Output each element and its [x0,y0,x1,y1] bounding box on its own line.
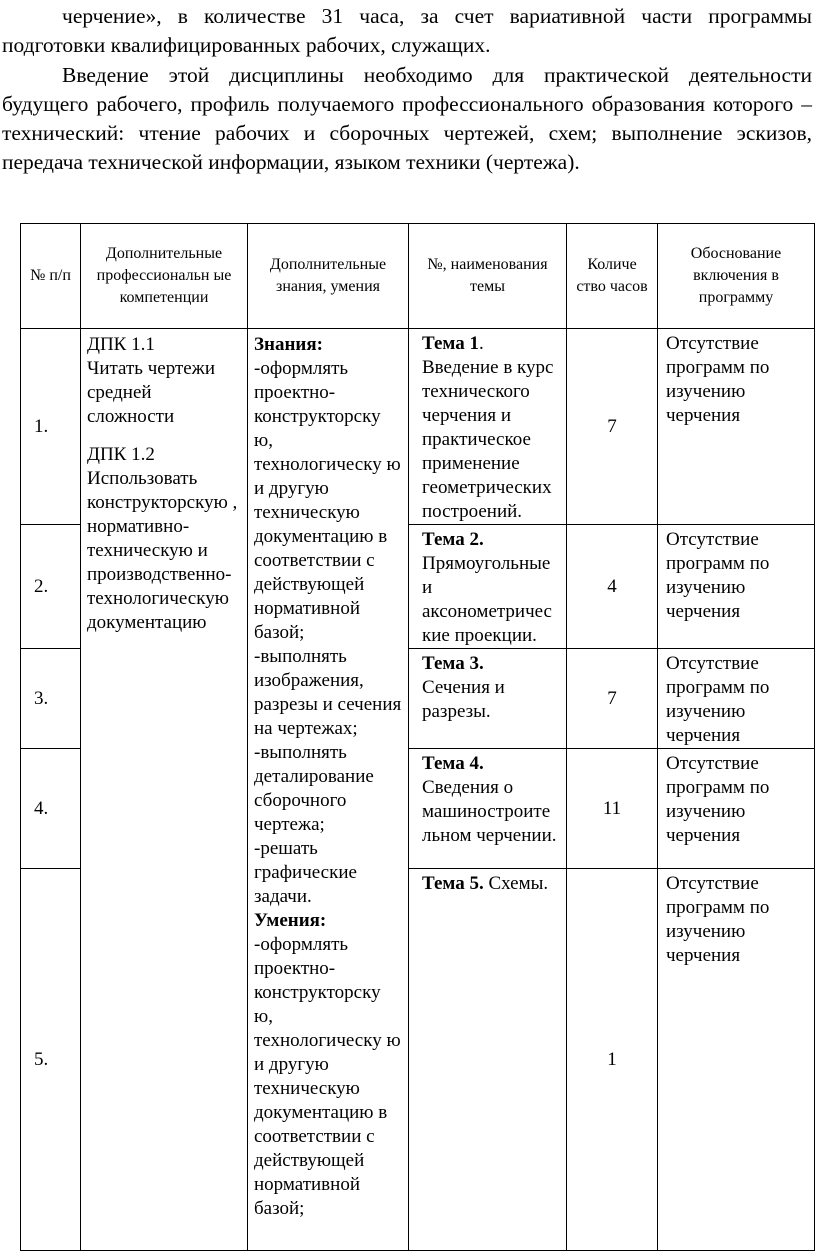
header-hours: Количе ство часов [567,224,658,329]
topic-text: Введение в курс технического черчения и практическое применение геометрических построений. [422,357,554,522]
competence-1-text: Читать чертежи средней сложности [87,358,215,427]
knowledge-item: -решать графические задачи. [254,838,357,907]
knowledge-item: -выполнять изображения, разрезы и сечения на чертежах; [254,646,402,739]
reason-cell: Отсутствие программ по изучению черчения [658,525,815,649]
hours-cell: 11 [567,749,658,869]
topic-label: Тема 1 [422,333,479,354]
program-table [20,223,815,1251]
hours-cell: 4 [567,525,658,649]
topic-cell [409,649,567,749]
row-number: 3. [21,649,81,749]
table-row [21,329,815,525]
hours-cell: 1 [567,869,658,1251]
header-reason: Обоснование включения в программу [658,224,815,329]
competence-2-code: ДПК 1.2 [87,444,155,465]
topic-label: Тема 3. [422,653,484,674]
topic-label: Тема 2. [422,529,484,550]
knowledge-item: -выполнять деталирование сборочного чертежа; [254,742,374,835]
header-number: № п/п [21,224,81,329]
reason-cell: Отсутствие программ по изучению черчения [658,869,815,1251]
topic-text: Прямоугольные и аксонометричес кие проекции. [422,553,552,646]
row-number: 2. [21,525,81,649]
knowledge-title: Знания: [254,334,323,355]
topic-cell [409,525,567,649]
competence-2-text: Использовать конструкторскую , нормативно-техническую и производственно-технологическую документацию [87,468,238,633]
competences-cell [81,329,248,1251]
abilities-title: Умения: [254,910,327,931]
table-header-row [21,224,815,329]
topic-cell [409,869,567,1251]
topic-cell [409,329,567,525]
header-competences: Дополнительные профессиональн ые компетенции [81,224,248,329]
row-number: 5. [21,869,81,1251]
hours-cell: 7 [567,329,658,525]
topic-text: Сечения и разрезы. [422,677,505,722]
competence-1-code: ДПК 1.1 [87,334,155,355]
topic-cell [409,749,567,869]
topic-text: Сведения о машиностроите льном черчении. [422,777,557,846]
row-number: 4. [21,749,81,869]
hours-cell: 7 [567,649,658,749]
knowledge-item: -оформлять проектно-конструкторску ю, технологическу ю и другую техническую документацию в соответствии с действующей нормативной базой; [254,358,401,643]
reason-cell: Отсутствие программ по изучению черчения [658,649,815,749]
skills-cell [248,329,409,1251]
topic-label: Тема 5. [422,873,484,894]
ability-item: -оформлять проектно-конструкторску ю, технологическу ю и другую техническую документацию в соответствии с действующей нормативной базой; [254,934,401,1219]
topic-label: Тема 4. [422,753,484,774]
reason-cell: Отсутствие программ по изучению черчения [658,329,815,525]
paragraph-2: Введение этой дисциплины необходимо для практической деятельности будущего рабочего, профиль получаемого профессионального образования которого – технический: чтение рабочих и сборочных чертежей, схем; выполнение эскизов, передача технической информации, языком техники (чертежа). [2,63,812,174]
topic-text: Схемы. [488,873,549,894]
row-number: 1. [21,329,81,525]
topic-label-suffix: . [478,333,484,354]
header-topic: №, наименования темы [409,224,567,329]
header-skills: Дополнительные знания, умения [248,224,409,329]
paragraph-1: черчение», в количестве 31 часа, за счет вариативной части программы подготовки квалифицированных рабочих, служащих. [2,4,812,57]
reason-cell: Отсутствие программ по изучению черчения [658,749,815,869]
